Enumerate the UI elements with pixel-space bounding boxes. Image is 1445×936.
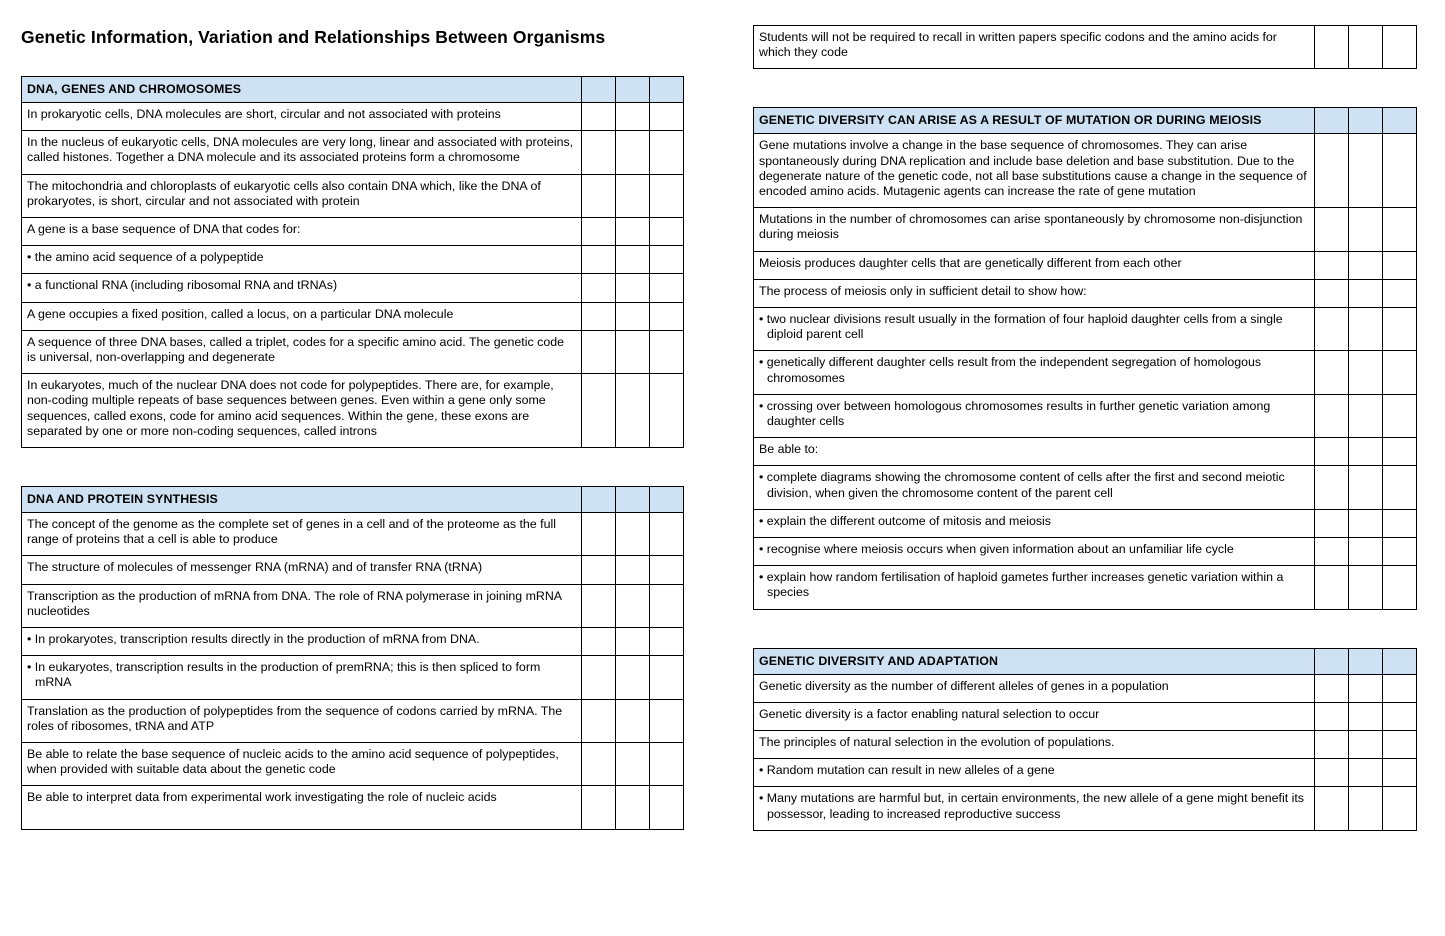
table-header-check-cell [616,487,650,513]
check-cell[interactable] [650,656,684,699]
table-row [22,513,684,556]
table-row [754,26,1417,69]
check-cell[interactable] [650,699,684,742]
row-text: Be able to interpret data from experimental work investigating the role of nucleic acids [22,786,582,830]
table-header-row [754,108,1417,134]
check-cell[interactable] [1349,759,1383,787]
check-cell[interactable] [616,218,650,246]
row-text: The concept of the genome as the complete set of genes in a cell and of the proteome as the full range of proteins that a cell is able to produce [22,513,582,556]
row-text: • two nuclear divisions result usually in the formation of four haploid daughter cells from a single diploid parent cell [754,308,1315,351]
row-text: Translation as the production of polypeptides from the sequence of codons carried by mRNA. The roles of ribosomes, tRNA and ATP [22,699,582,742]
check-cell[interactable] [582,218,616,246]
check-cell[interactable] [1349,566,1383,609]
page-title: Genetic Information, Variation and Relationships Between Organisms [21,27,606,47]
check-cell[interactable] [1315,308,1349,351]
table-row [22,374,684,448]
check-cell[interactable] [1315,466,1349,509]
check-cell[interactable] [1349,26,1383,69]
table-row [754,702,1417,730]
row-text: The structure of molecules of messenger RNA (mRNA) and of transfer RNA (tRNA) [22,556,582,584]
row-text: In the nucleus of eukaryotic cells, DNA molecules are very long, linear and associated with proteins, called histones. Together a DNA molecule and its associated proteins form a chromosome [22,131,582,174]
row-text: • recognise where meiosis occurs when given information about an unfamiliar life cycle [754,538,1315,566]
table-header-check-cell [650,487,684,513]
table-row [754,394,1417,437]
check-cell[interactable] [616,302,650,330]
check-cell[interactable] [582,302,616,330]
check-cell[interactable] [616,274,650,302]
table-row [22,743,684,786]
check-cell[interactable] [1349,538,1383,566]
table-row [754,759,1417,787]
check-cell[interactable] [1349,466,1383,509]
check-cell[interactable] [1349,251,1383,279]
row-text: Students will not be required to recall in written papers specific codons and the amino acids for which they code [754,26,1315,69]
check-cell[interactable] [1383,279,1417,307]
check-cell[interactable] [582,513,616,556]
check-cell[interactable] [1383,759,1417,787]
row-text: Transcription as the production of mRNA from DNA. The role of RNA polymerase in joining mRNA nucleotides [22,584,582,627]
table-row [754,731,1417,759]
check-cell[interactable] [650,274,684,302]
check-cell[interactable] [1315,674,1349,702]
check-cell[interactable] [1315,279,1349,307]
row-text: • Random mutation can result in new alleles of a gene [754,759,1315,787]
check-cell[interactable] [650,246,684,274]
check-cell[interactable] [1349,351,1383,394]
row-text: A gene occupies a fixed position, called a locus, on a particular DNA molecule [22,302,582,330]
table-header-row [754,648,1417,674]
check-cell[interactable] [1383,787,1417,830]
check-cell[interactable] [582,699,616,742]
row-text: Genetic diversity is a factor enabling natural selection to occur [754,702,1315,730]
check-cell[interactable] [650,513,684,556]
check-cell[interactable] [1349,702,1383,730]
check-cell[interactable] [1349,731,1383,759]
left-tables-container [21,76,684,830]
table-header-check-cell [650,77,684,103]
row-text: • explain how random fertilisation of haploid gametes further increases genetic variation within a species [754,566,1315,609]
check-cell[interactable] [582,330,616,373]
check-cell[interactable] [1349,134,1383,208]
table-row [754,251,1417,279]
row-text: Meiosis produces daughter cells that are genetically different from each other [754,251,1315,279]
check-cell[interactable] [616,374,650,448]
row-text: • a functional RNA (including ribosomal RNA and tRNAs) [22,274,582,302]
table-header-row [22,77,684,103]
check-cell[interactable] [582,103,616,131]
table-row [754,208,1417,251]
row-text: • genetically different daughter cells result from the independent segregation of homologous chromosomes [754,351,1315,394]
check-cell[interactable] [616,556,650,584]
table-row [22,274,684,302]
check-cell[interactable] [1349,308,1383,351]
check-cell[interactable] [1349,509,1383,537]
row-text: • Many mutations are harmful but, in certain environments, the new allele of a gene might benefit its possessor, leading to increased reproductive success [754,787,1315,830]
check-cell[interactable] [1383,308,1417,351]
check-cell[interactable] [582,174,616,217]
table-row [22,218,684,246]
check-cell[interactable] [582,743,616,786]
table-row [22,656,684,699]
check-cell[interactable] [1383,438,1417,466]
row-text: • In eukaryotes, transcription results in the production of premRNA; this is then spliced to form mRNA [22,656,582,699]
check-cell[interactable] [1315,509,1349,537]
check-cell[interactable] [650,218,684,246]
table-row [754,134,1417,208]
check-cell[interactable] [650,786,684,830]
checklist-table-dna-genes-and-chromosomes [21,76,684,448]
check-cell[interactable] [616,786,650,830]
check-cell[interactable] [1383,251,1417,279]
table-header-check-cell [1383,648,1417,674]
table-row [22,786,684,830]
table-header-check-cell [1315,108,1349,134]
check-cell[interactable] [1315,538,1349,566]
check-cell[interactable] [1349,279,1383,307]
row-text: Mutations in the number of chromosomes can arise spontaneously by chromosome non-disjunction during meiosis [754,208,1315,251]
table-header-row [22,487,684,513]
table-row [22,628,684,656]
row-text: Gene mutations involve a change in the base sequence of chromosomes. They can arise spontaneously during DNA replication and include base deletion and base substitution. Due to the degenerate nature of the genetic code, not all base substitutions cause a change in the sequence of encoded amino acids. Mutagenic agents can increase the rate of gene mutation [754,134,1315,208]
check-cell[interactable] [1383,674,1417,702]
table-row [754,279,1417,307]
table-header-check-cell [1315,648,1349,674]
table-header-check-cell [582,487,616,513]
check-cell[interactable] [1383,394,1417,437]
row-text: In eukaryotes, much of the nuclear DNA does not code for polypeptides. There are, for example, non-coding multiple repeats of base sequences between genes. Even within a gene only some sequences, called exons, code for amino acid sequences. Within the gene, these exons are separated by one or more non-coding sequences, called introns [22,374,582,448]
check-cell[interactable] [616,584,650,627]
table-header-check-cell [1349,108,1383,134]
right-column [753,25,1417,831]
row-text: • explain the different outcome of mitosis and meiosis [754,509,1315,537]
check-cell[interactable] [1315,134,1349,208]
row-text: • crossing over between homologous chromosomes results in further genetic variation among daughter cells [754,394,1315,437]
table-row [22,330,684,373]
row-text: The mitochondria and chloroplasts of eukaryotic cells also contain DNA which, like the DNA of prokaryotes, is short, circular and not associated with protein [22,174,582,217]
left-column [21,25,684,831]
table-row [22,584,684,627]
table-row [22,174,684,217]
check-cell[interactable] [1315,702,1349,730]
check-cell[interactable] [616,656,650,699]
row-text: Be able to relate the base sequence of nucleic acids to the amino acid sequence of polypeptides, when provided with suitable data about the genetic code [22,743,582,786]
table-header-title: GENETIC DIVERSITY CAN ARISE AS A RESULT OF MUTATION OR DURING MEIOSIS [754,108,1315,134]
table-row [754,566,1417,609]
check-cell[interactable] [1315,208,1349,251]
check-cell[interactable] [1383,26,1417,69]
checklist-table-genetic-diversity-and-adaptation [753,648,1417,831]
checklist-table-dna-and-protein-synthesis [21,486,684,830]
check-cell[interactable] [616,699,650,742]
check-cell[interactable] [650,743,684,786]
row-text: In prokaryotic cells, DNA molecules are short, circular and not associated with proteins [22,103,582,131]
check-cell[interactable] [650,103,684,131]
table-row [754,308,1417,351]
check-cell[interactable] [1315,787,1349,830]
check-cell[interactable] [1383,566,1417,609]
row-text: Genetic diversity as the number of different alleles of genes in a population [754,674,1315,702]
check-cell[interactable] [1383,351,1417,394]
check-cell[interactable] [650,628,684,656]
row-text: The principles of natural selection in the evolution of populations. [754,731,1315,759]
check-cell[interactable] [616,246,650,274]
check-cell[interactable] [650,556,684,584]
table-row [754,538,1417,566]
check-cell[interactable] [650,131,684,174]
table-row [22,302,684,330]
check-cell[interactable] [616,628,650,656]
check-cell[interactable] [1383,466,1417,509]
table-header-title: DNA, GENES AND CHROMOSOMES [22,77,582,103]
check-cell[interactable] [1315,731,1349,759]
check-cell[interactable] [650,374,684,448]
row-text: • complete diagrams showing the chromosome content of cells after the first and second meiotic division, when given the chromosome content of the parent cell [754,466,1315,509]
table-header-check-cell [1383,108,1417,134]
checklist-table-genetic-diversity-mutation-meiosis [753,107,1417,609]
check-cell[interactable] [1315,394,1349,437]
table-row [754,438,1417,466]
check-cell[interactable] [1315,26,1349,69]
check-cell[interactable] [582,246,616,274]
row-text: • In prokaryotes, transcription results directly in the production of mRNA from DNA. [22,628,582,656]
check-cell[interactable] [650,584,684,627]
row-text: The process of meiosis only in sufficient detail to show how: [754,279,1315,307]
check-cell[interactable] [1315,351,1349,394]
check-cell[interactable] [1315,759,1349,787]
check-cell[interactable] [1349,438,1383,466]
row-text: Be able to: [754,438,1315,466]
check-cell[interactable] [1383,731,1417,759]
check-cell[interactable] [650,174,684,217]
table-row [22,246,684,274]
check-cell[interactable] [582,131,616,174]
check-cell[interactable] [616,743,650,786]
check-cell[interactable] [1383,538,1417,566]
check-cell[interactable] [616,513,650,556]
check-cell[interactable] [1383,208,1417,251]
check-cell[interactable] [1383,509,1417,537]
check-cell[interactable] [616,174,650,217]
row-text: A sequence of three DNA bases, called a triplet, codes for a specific amino acid. The genetic code is universal, non-overlapping and degenerate [22,330,582,373]
check-cell[interactable] [616,103,650,131]
check-cell[interactable] [1383,134,1417,208]
table-row [754,674,1417,702]
table-header-check-cell [616,77,650,103]
check-cell[interactable] [650,302,684,330]
table-row [754,466,1417,509]
checklist-table-students-note [753,25,1417,69]
table-row [754,787,1417,830]
check-cell[interactable] [1349,674,1383,702]
table-row [754,509,1417,537]
table-row [22,699,684,742]
check-cell[interactable] [1315,566,1349,609]
check-cell[interactable] [1315,251,1349,279]
table-header-check-cell [1349,648,1383,674]
check-cell[interactable] [1349,787,1383,830]
table-row [754,351,1417,394]
check-cell[interactable] [582,628,616,656]
check-cell[interactable] [582,786,616,830]
check-cell[interactable] [616,131,650,174]
check-cell[interactable] [1349,208,1383,251]
check-cell[interactable] [1349,394,1383,437]
check-cell[interactable] [1383,702,1417,730]
table-header-title: DNA AND PROTEIN SYNTHESIS [22,487,582,513]
check-cell[interactable] [582,584,616,627]
row-text: A gene is a base sequence of DNA that codes for: [22,218,582,246]
check-cell[interactable] [582,274,616,302]
table-header-title: GENETIC DIVERSITY AND ADAPTATION [754,648,1315,674]
check-cell[interactable] [650,330,684,373]
check-cell[interactable] [616,330,650,373]
check-cell[interactable] [582,556,616,584]
table-row [22,131,684,174]
check-cell[interactable] [582,656,616,699]
table-header-check-cell [582,77,616,103]
check-cell[interactable] [582,374,616,448]
row-text: • the amino acid sequence of a polypeptide [22,246,582,274]
check-cell[interactable] [1315,438,1349,466]
table-row [22,103,684,131]
table-row [22,556,684,584]
